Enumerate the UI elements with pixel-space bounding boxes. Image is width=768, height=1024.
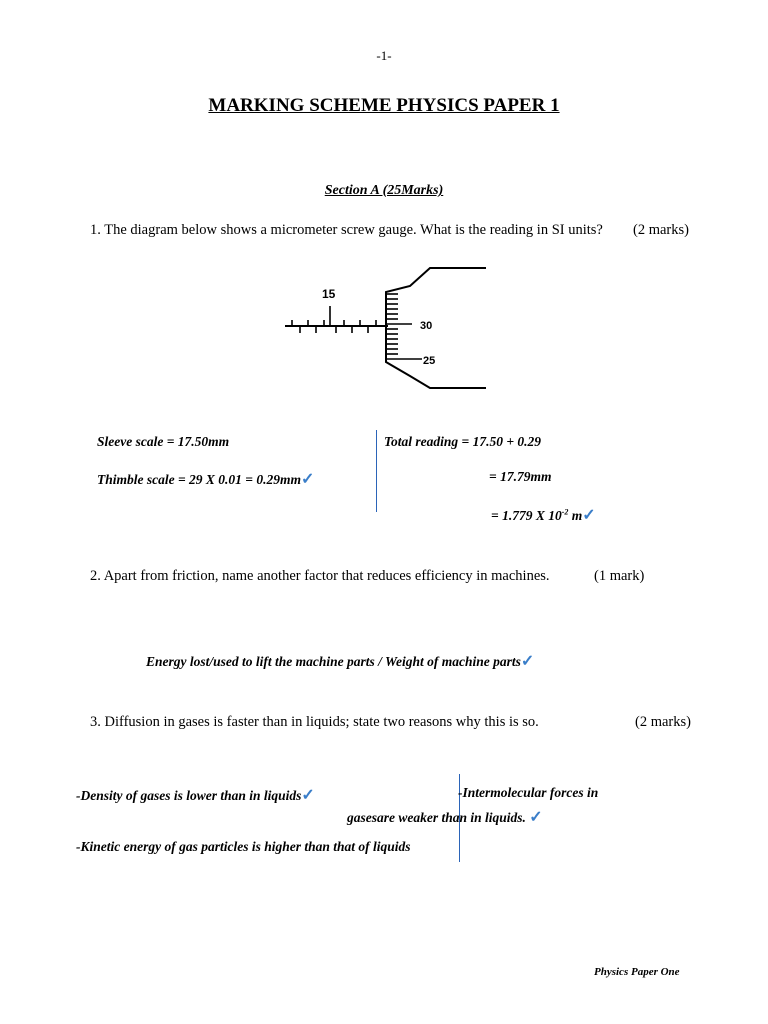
check-mark-icon: ✓: [582, 507, 596, 524]
check-mark-icon: ✓: [301, 471, 315, 488]
check-mark-icon: ✓: [301, 787, 315, 804]
check-mark-icon: ✓: [529, 809, 543, 826]
footer-text: Physics Paper One: [594, 966, 680, 978]
question-2-marks: (1 mark): [594, 568, 645, 584]
micrometer-diagram: [270, 258, 500, 398]
q2-answer: Energy lost/used to lift the machine parts / Weight of machine parts✓: [146, 653, 535, 670]
thimble-label-25: 25: [423, 355, 436, 367]
thimble-scale-ticks: [386, 294, 422, 359]
q3-answer-density: -Density of gases is lower than in liquids✓: [76, 787, 315, 804]
thimble-outline: [386, 268, 486, 388]
question-3-text: 3. Diffusion in gases is faster than in liquids; state two reasons why this is so.: [90, 714, 539, 730]
margin-divider-line: [376, 430, 377, 512]
document-title: MARKING SCHEME PHYSICS PAPER 1: [208, 95, 560, 116]
page-number: -1-: [376, 48, 392, 63]
q1-result-m: = 1.779 X $10^{-2}$ m✓: [491, 507, 596, 524]
q1-sleeve-reading: Sleeve scale = 17.50mm: [97, 434, 230, 449]
q1-result-mm: = 17.79mm: [489, 469, 552, 484]
question-3-marks: (2 marks): [635, 714, 691, 730]
q1-total-reading: Total reading = 17.50 + 0.29: [384, 434, 542, 449]
q3-answer-kinetic: -Kinetic energy of gas particles is higher than that of liquids: [76, 839, 411, 854]
question-2-text: 2. Apart from friction, name another factor that reduces efficiency in machines.: [90, 568, 550, 584]
sleeve-scale-ticks: [292, 306, 376, 333]
check-mark-icon: ✓: [520, 653, 535, 670]
question-1-text: 1. The diagram below shows a micrometer screw gauge. What is the reading in SI units?: [90, 222, 603, 238]
sleeve-label-15: 15: [322, 287, 336, 301]
question-1-marks: (2 marks): [633, 222, 689, 238]
thimble-label-30: 30: [420, 320, 433, 332]
q1-thimble-reading: Thimble scale = 29 X 0.01 = 0.29mm✓: [97, 471, 315, 488]
q3-answer-forces-line2: gasesare weaker than in liquids. ✓: [347, 809, 543, 826]
q3-answer-forces-line1: -Intermolecular forces in: [458, 785, 599, 800]
section-heading: Section A (25Marks): [324, 183, 444, 198]
